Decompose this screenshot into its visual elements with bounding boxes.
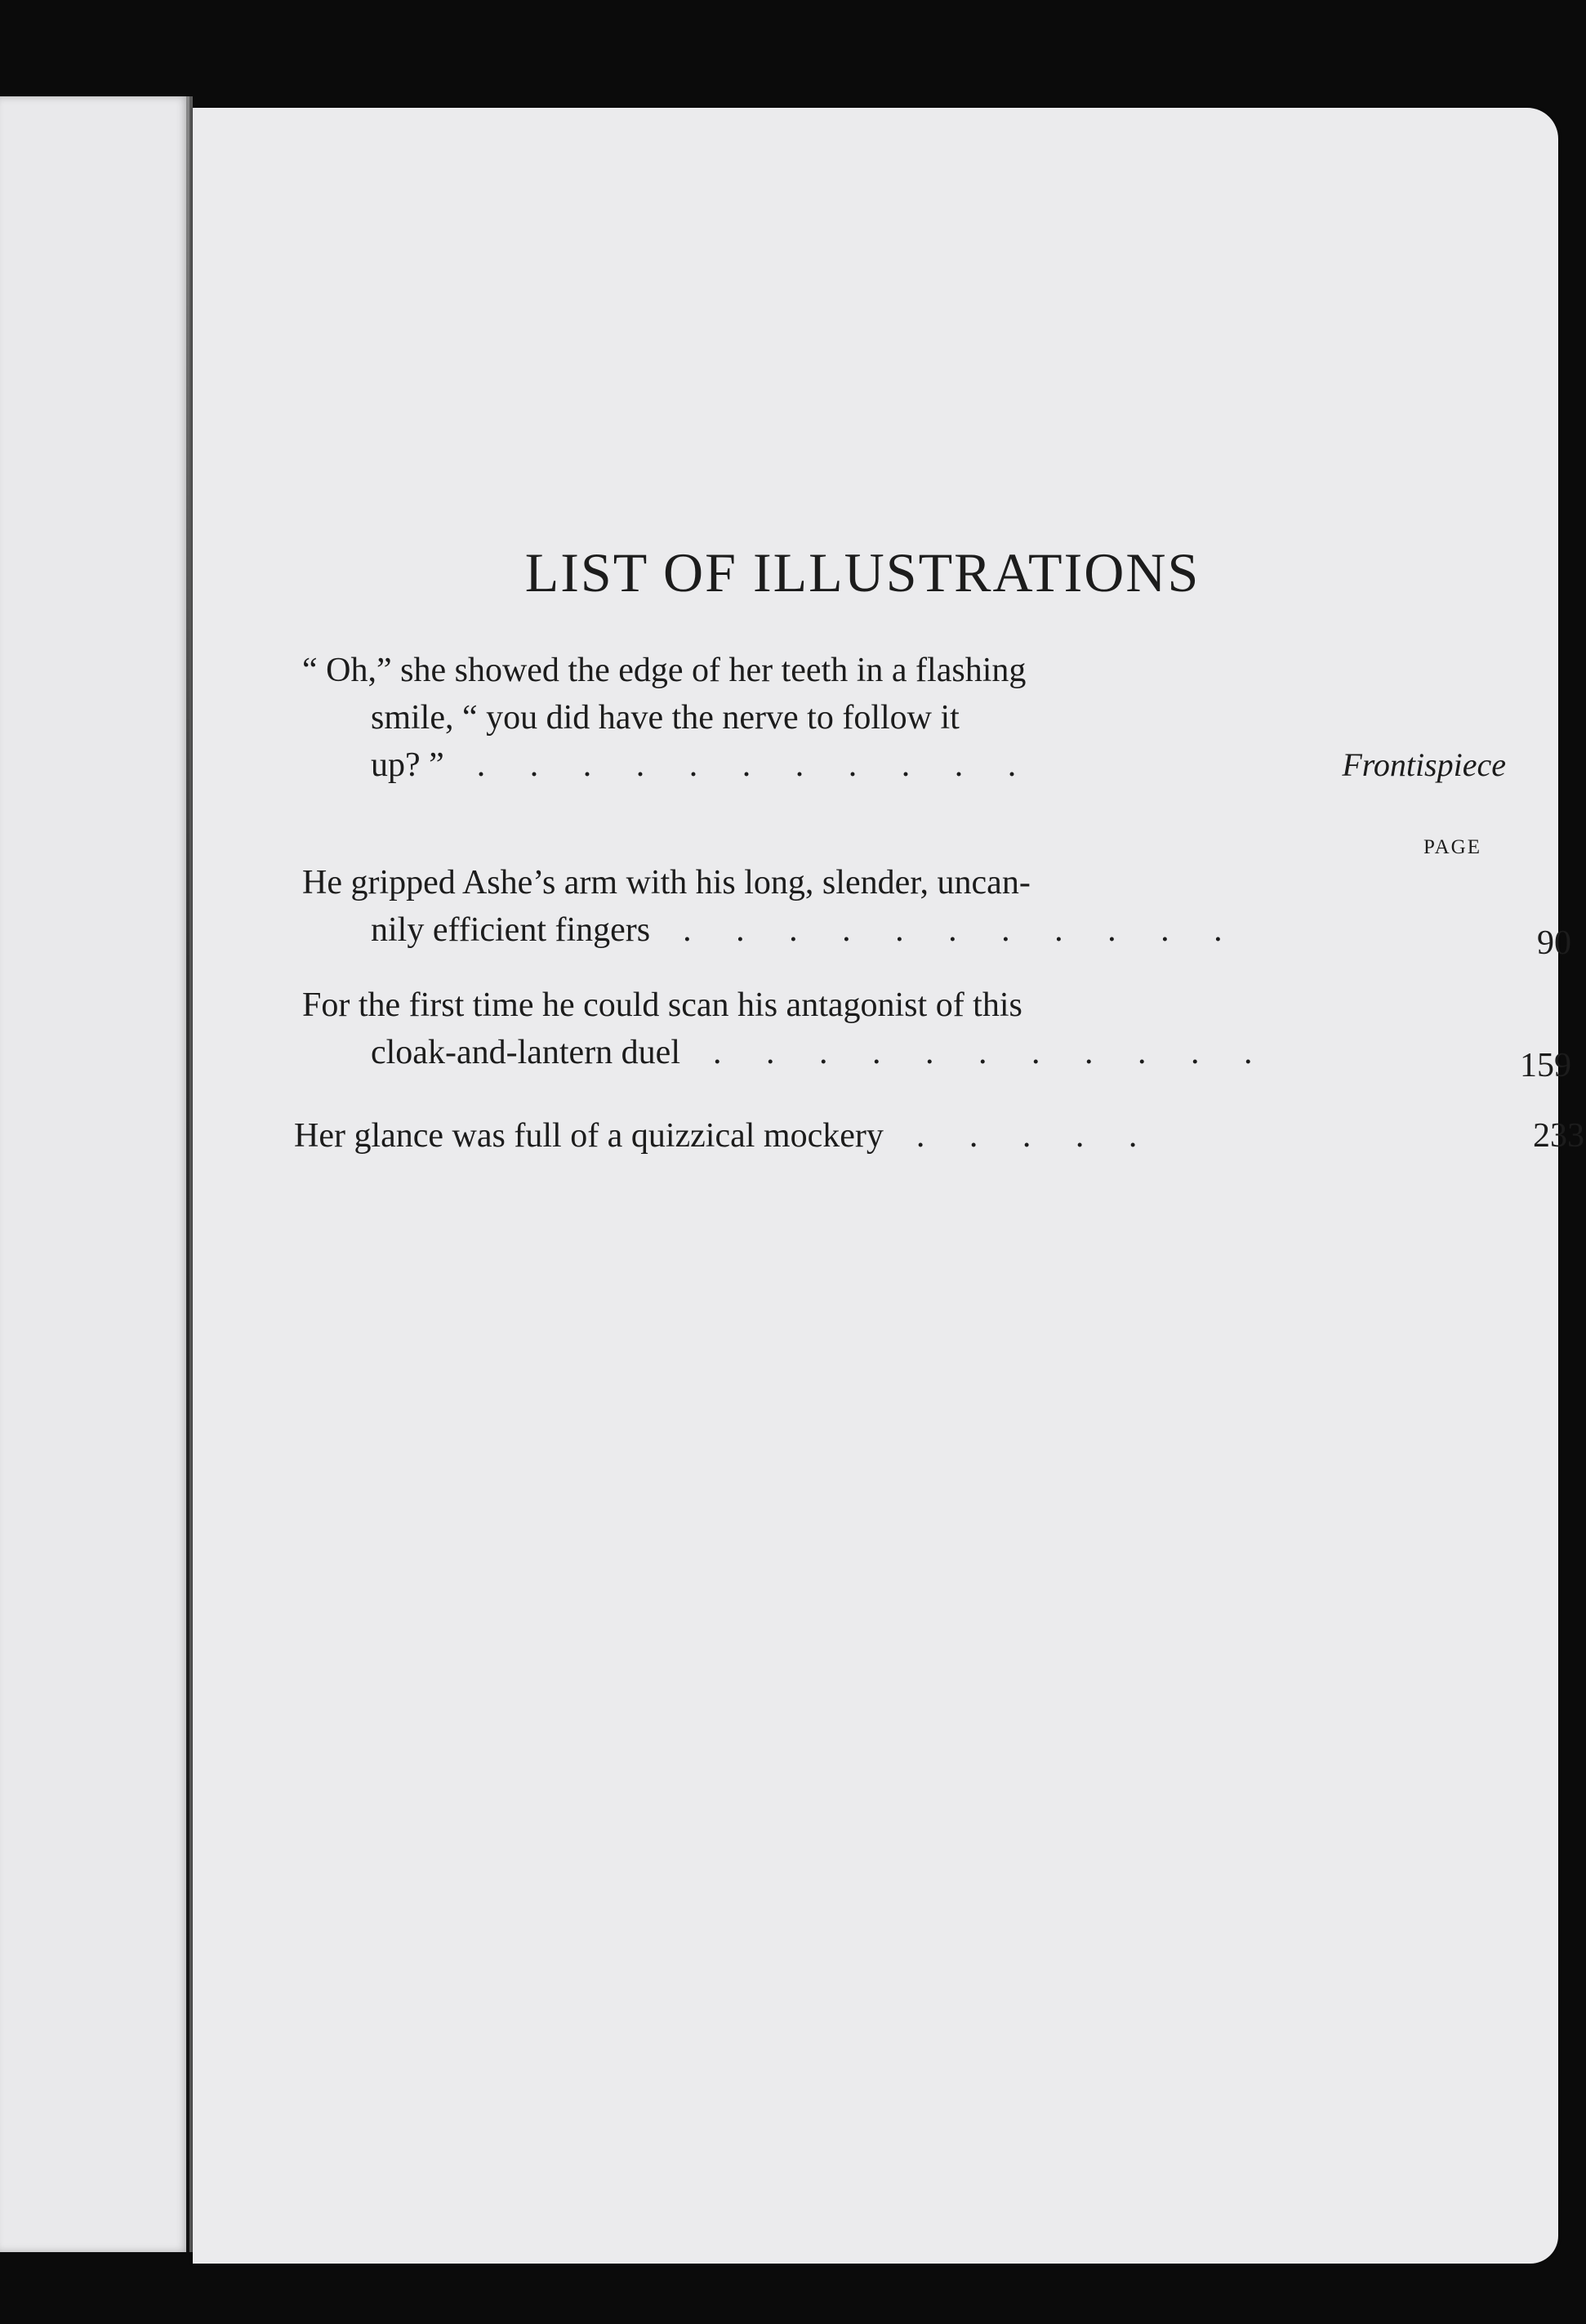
- entry-3-leader-dots: . . . . . . . . . . .: [712, 1034, 1271, 1071]
- entry-2-line-2: nily efficient fingers: [371, 911, 651, 949]
- book-page: [193, 108, 1584, 2264]
- entry-4-page: 233: [1533, 1117, 1584, 1155]
- illustration-entry-4: [294, 1112, 1584, 1160]
- illustration-entry-1: [302, 647, 1506, 789]
- entry-1-page: Frontispiece: [1342, 746, 1506, 783]
- entry-1-line-3-text: up? ”: [371, 746, 444, 784]
- entry-3-line-2: cloak-and-lantern duel: [371, 1034, 680, 1071]
- illustration-entry-2: [302, 859, 1571, 967]
- entry-2-continuation: [371, 906, 1571, 967]
- entry-2-page: 90: [1537, 924, 1571, 962]
- page-title: LIST OF ILLUSTRATIONS: [524, 541, 1201, 603]
- entry-1-leader-dots: . . . . . . . . . . .: [476, 746, 1035, 784]
- entry-1-line-3: [371, 741, 1506, 789]
- entry-2-line-1: He gripped Ashe’s arm with his long, slender, uncan-: [302, 864, 1031, 902]
- binding-gutter: [186, 96, 189, 2252]
- entry-3-page: 159: [1520, 1047, 1571, 1084]
- entry-3-continuation: [371, 1029, 1571, 1089]
- entry-1-line-1: “ Oh,” she showed the edge of her teeth in a flashing: [302, 652, 1027, 689]
- entry-4-line: [294, 1112, 1584, 1160]
- entry-1-line-2: smile, “ you did have the nerve to follow it: [371, 699, 960, 737]
- illustration-entry-3: [302, 982, 1571, 1089]
- entry-3-line-1: For the first time he could scan his antagonist of this: [302, 986, 1022, 1024]
- page-column-header: PAGE: [1423, 836, 1481, 858]
- left-page-edge: [0, 96, 193, 2252]
- entry-4-line-1: Her glance was full of a quizzical mockery: [294, 1117, 884, 1155]
- entry-4-leader-dots: . . . . .: [916, 1117, 1156, 1155]
- entry-2-leader-dots: . . . . . . . . . . .: [683, 911, 1241, 949]
